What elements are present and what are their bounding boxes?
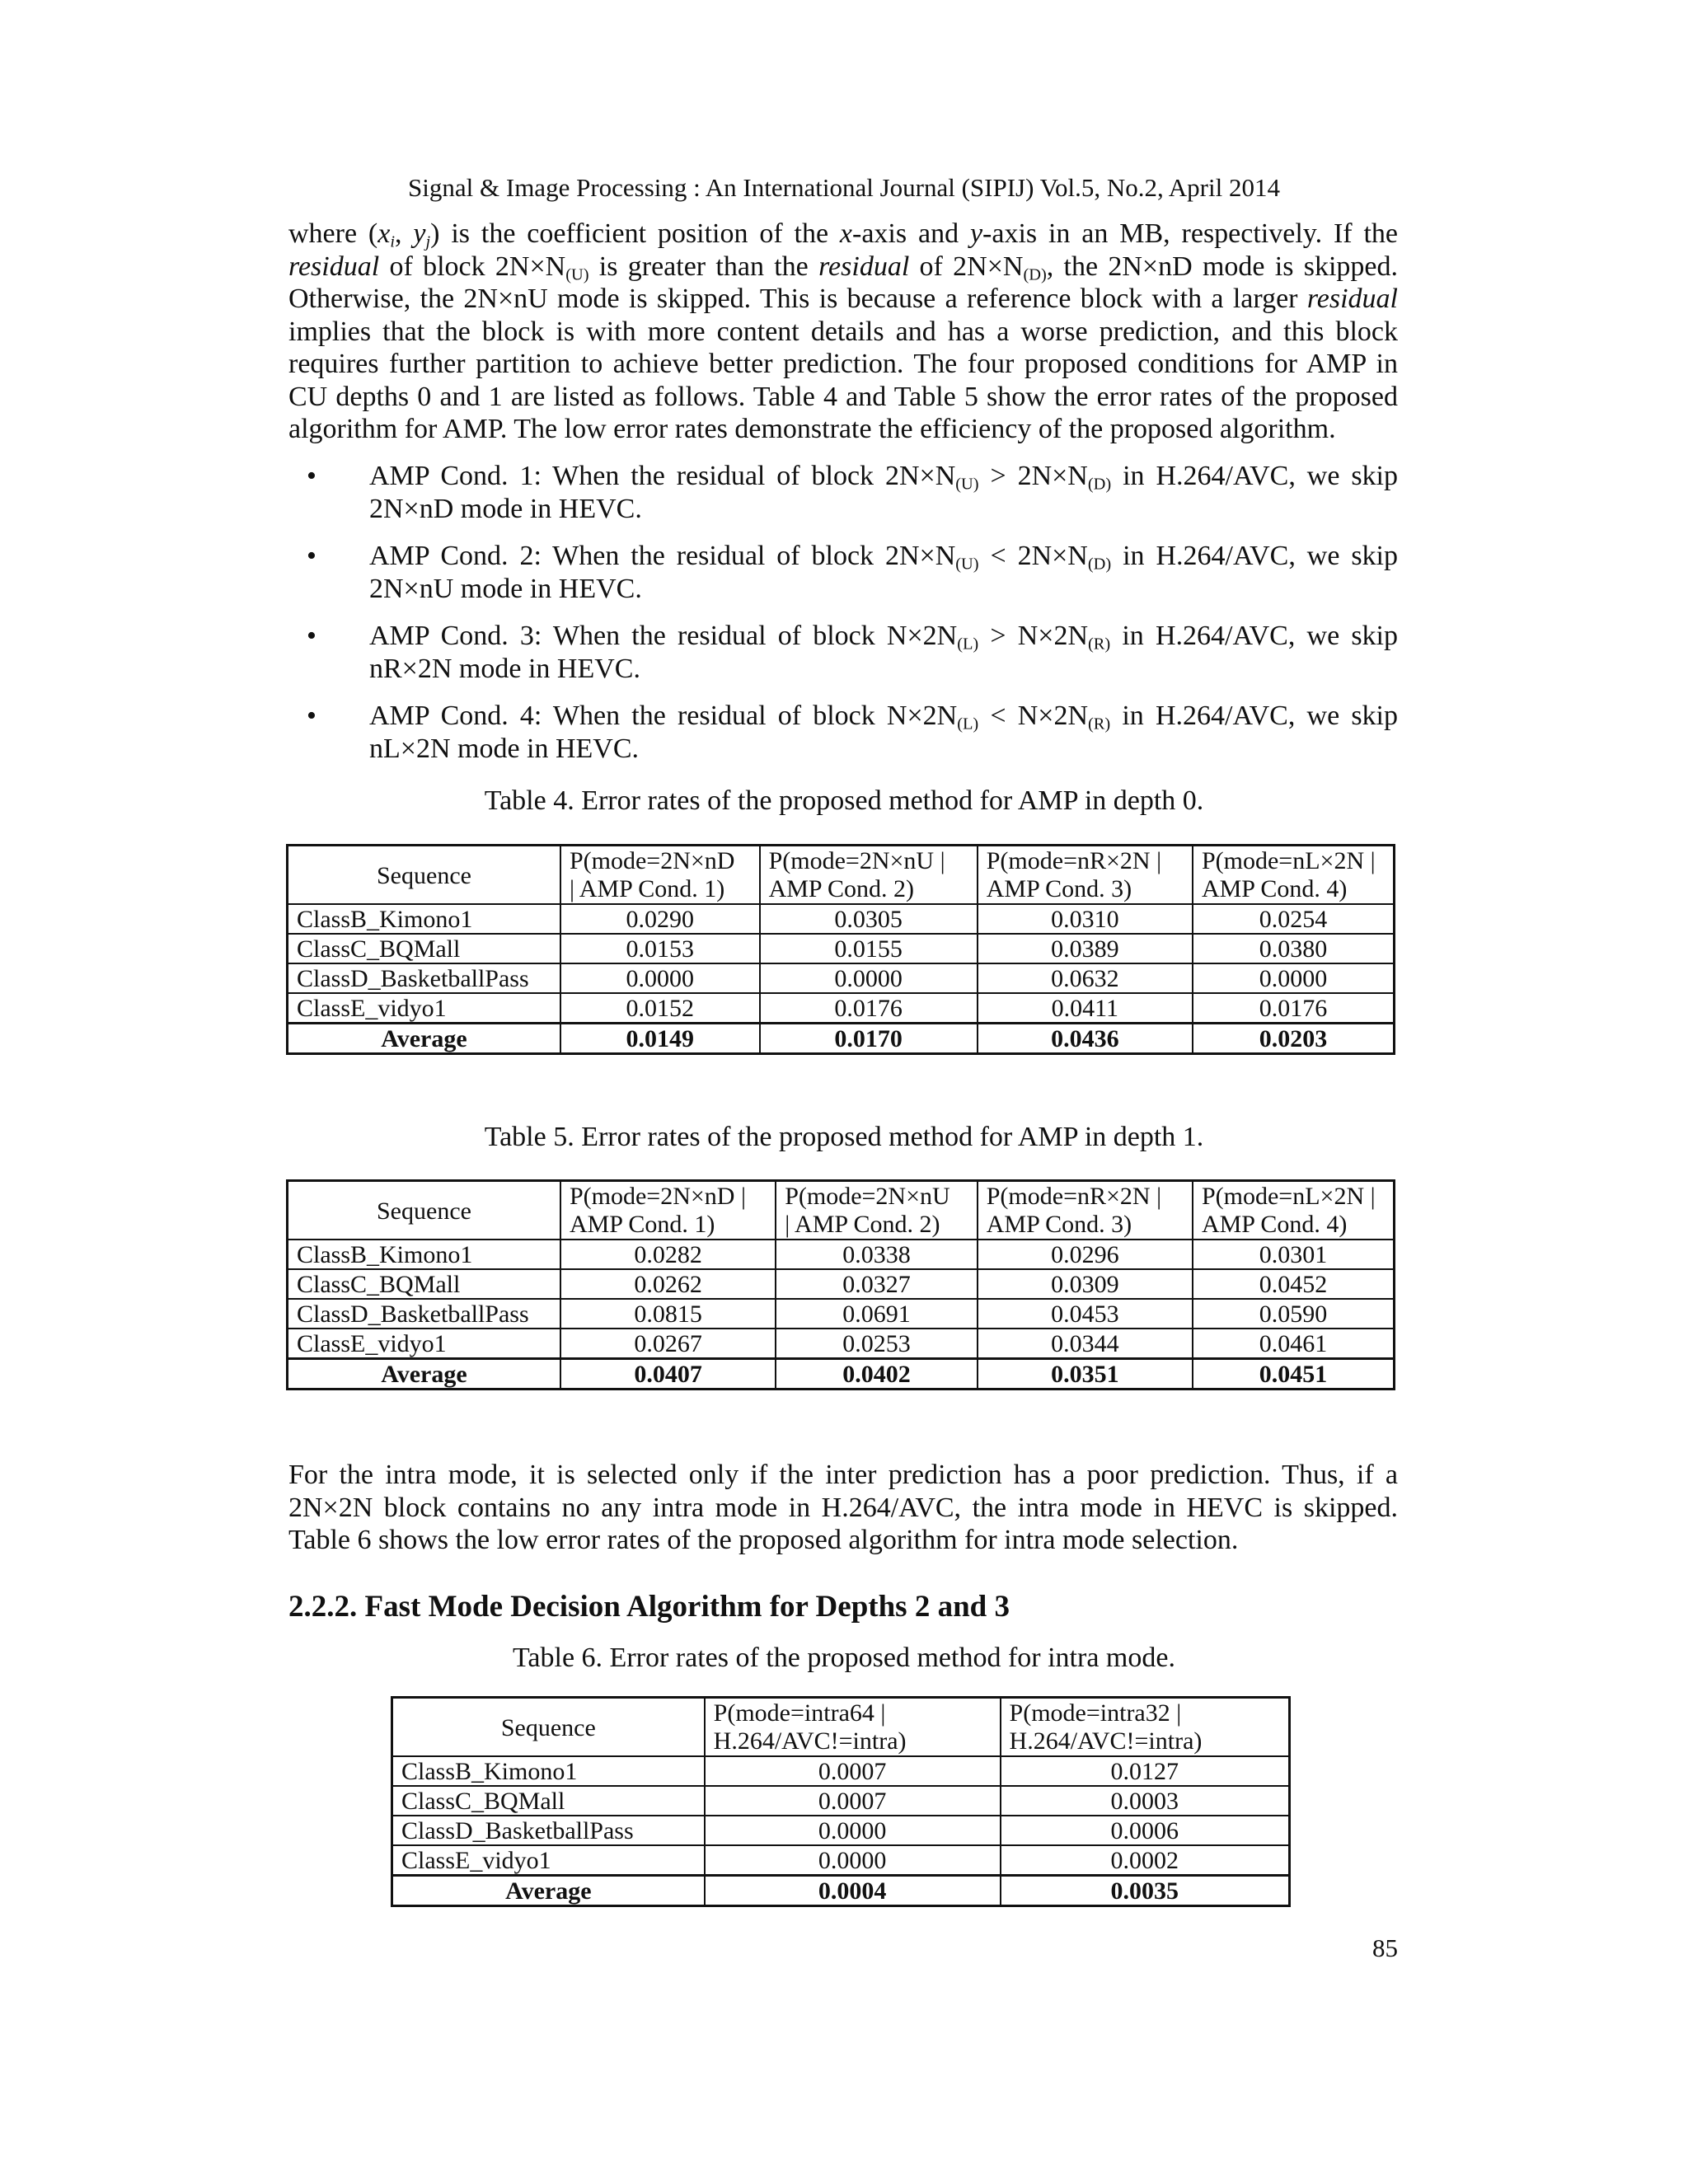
value-cell: 0.0262 — [560, 1269, 776, 1299]
running-header: Signal & Image Processing : An International Journal (SIPIJ) Vol.5, No.2, April 2014 — [408, 173, 1280, 202]
value-cell: 0.0351 — [978, 1359, 1193, 1390]
table-row — [288, 934, 1395, 963]
sequence-cell: ClassB_Kimono1 — [288, 904, 560, 934]
value-cell: 0.0451 — [1193, 1359, 1395, 1390]
value-cell: 0.0461 — [1193, 1329, 1395, 1359]
value-cell: 0.0007 — [705, 1756, 1001, 1786]
value-cell: 0.0310 — [978, 904, 1193, 934]
value-cell: 0.0000 — [705, 1816, 1001, 1845]
sequence-cell: ClassB_Kimono1 — [392, 1756, 705, 1786]
header-cell: Sequence — [288, 846, 560, 905]
header-cell: P(mode=intra64 | H.264/AVC!=intra) — [705, 1698, 1001, 1757]
value-cell: 0.0000 — [705, 1845, 1001, 1876]
value-cell: 0.0003 — [1001, 1786, 1290, 1816]
value-cell: 0.0309 — [978, 1269, 1193, 1299]
value-cell: 0.0691 — [776, 1299, 978, 1329]
table-header-row — [288, 1181, 1395, 1240]
value-cell: 0.0436 — [978, 1024, 1193, 1054]
value-cell: 0.0411 — [978, 993, 1193, 1024]
table-row — [288, 963, 1395, 993]
list-item: • AMP Cond. 4: When the residual of block $N\times 2N_{(L)} < N\times 2N_{(R)}$ in H.264/AVC, we skip nL×2N mode in HEVC. — [307, 701, 1398, 764]
value-cell: 0.0338 — [776, 1240, 978, 1269]
header-cell: P(mode=2N×nD | AMP Cond. 1) — [560, 1181, 776, 1240]
table-row — [288, 1240, 1395, 1269]
section-heading: 2.2.2. Fast Mode Decision Algorithm for Depths 2 and 3 — [288, 1590, 1010, 1624]
value-cell: 0.0254 — [1193, 904, 1395, 934]
header-cell: P(mode=2N×nU | AMP Cond. 2) — [760, 846, 978, 905]
average-label: Average — [288, 1359, 560, 1390]
value-cell: 0.0267 — [560, 1329, 776, 1359]
page-number: 85 — [1372, 1933, 1398, 1962]
table-4 — [286, 844, 1395, 1055]
header-cell: P(mode=nL×2N | AMP Cond. 4) — [1193, 846, 1395, 905]
amp-condition-list — [288, 460, 1398, 780]
header-cell: Sequence — [288, 1181, 560, 1240]
value-cell: 0.0155 — [760, 934, 978, 963]
value-cell: 0.0632 — [978, 963, 1193, 993]
table-4-caption: Table 4. Error rates of the proposed method for AMP in depth 0. — [484, 785, 1204, 816]
value-cell: 0.0004 — [705, 1876, 1001, 1906]
header-cell: P(mode=nR×2N | AMP Cond. 3) — [978, 846, 1193, 905]
value-cell: 0.0452 — [1193, 1269, 1395, 1299]
paragraph-intra-mode: For the intra mode, it is selected only if the inter prediction has a poor prediction. Thus, if a 2N×2N block contains no any intra mode in H.264/AVC, the intra mode in HEVC is skipped. Table 6 shows the low error rates of the proposed algorithm for intra mode selection. — [288, 1460, 1398, 1555]
value-cell: 0.0296 — [978, 1240, 1193, 1269]
header-cell: P(mode=2N×nD | AMP Cond. 1) — [560, 846, 760, 905]
table-6-caption: Table 6. Error rates of the proposed method for intra mode. — [513, 1643, 1175, 1673]
sequence-cell: ClassC_BQMall — [288, 1269, 560, 1299]
table-5-caption: Table 5. Error rates of the proposed method for AMP in depth 1. — [484, 1122, 1204, 1152]
bullet-icon: • — [307, 621, 316, 651]
table-row — [392, 1816, 1290, 1845]
average-row — [288, 1359, 1395, 1390]
value-cell: 0.0176 — [1193, 993, 1395, 1024]
sequence-cell: ClassE_vidyo1 — [288, 1329, 560, 1359]
sequence-cell: ClassD_BasketballPass — [288, 963, 560, 993]
average-row — [392, 1876, 1290, 1906]
table-row — [288, 1329, 1395, 1359]
value-cell: 0.0000 — [760, 963, 978, 993]
value-cell: 0.0002 — [1001, 1845, 1290, 1876]
value-cell: 0.0590 — [1193, 1299, 1395, 1329]
value-cell: 0.0000 — [560, 963, 760, 993]
value-cell: 0.0402 — [776, 1359, 978, 1390]
table-row — [288, 1269, 1395, 1299]
value-cell: 0.0152 — [560, 993, 760, 1024]
value-cell: 0.0389 — [978, 934, 1193, 963]
sequence-cell: ClassD_BasketballPass — [392, 1816, 705, 1845]
sequence-cell: ClassC_BQMall — [288, 934, 560, 963]
bullet-icon: • — [307, 701, 316, 731]
value-cell: 0.0176 — [760, 993, 978, 1024]
table-header-row — [392, 1698, 1290, 1757]
value-cell: 0.0327 — [776, 1269, 978, 1299]
value-cell: 0.0149 — [560, 1024, 760, 1054]
list-item: • AMP Cond. 2: When the residual of block $2N\times N_{(U)} < 2N\times N_{(D)}$ in H.264/AVC, we skip 2N×nU mode in HEVC. — [307, 541, 1398, 604]
sequence-cell: ClassB_Kimono1 — [288, 1240, 560, 1269]
value-cell: 0.0380 — [1193, 934, 1395, 963]
sequence-cell: ClassD_BasketballPass — [288, 1299, 560, 1329]
value-cell: 0.0453 — [978, 1299, 1193, 1329]
bullet-icon: • — [307, 541, 316, 571]
value-cell: 0.0127 — [1001, 1756, 1290, 1786]
value-cell: 0.0203 — [1193, 1024, 1395, 1054]
value-cell: 0.0006 — [1001, 1816, 1290, 1845]
value-cell: 0.0344 — [978, 1329, 1193, 1359]
value-cell: 0.0301 — [1193, 1240, 1395, 1269]
header-cell: P(mode=2N×nU | AMP Cond. 2) — [776, 1181, 978, 1240]
table-header-row — [288, 846, 1395, 905]
table-row — [392, 1845, 1290, 1876]
sequence-cell: ClassE_vidyo1 — [288, 993, 560, 1024]
value-cell: 0.0305 — [760, 904, 978, 934]
table-6 — [391, 1696, 1291, 1907]
table-row — [288, 1299, 1395, 1329]
value-cell: 0.0007 — [705, 1786, 1001, 1816]
bullet-icon: • — [307, 461, 316, 491]
header-cell: Sequence — [392, 1698, 705, 1757]
table-row — [392, 1756, 1290, 1786]
value-cell: 0.0253 — [776, 1329, 978, 1359]
paragraph-amp-intro: where ($x_i$, $y_j$) is the coefficient position of the x-axis and y-axis in an MB, respectively. If the residual of block $2N\times N_{(U)}$ is greater than the residual of $2N\times N_{(D)}$, the 2N×nD mode is skipped. Otherwise, the 2N×nU mode is skipped. This is because a reference block with a larger residual implies that the block is with more content details and has a worse prediction, and this block requires further partition to achieve better prediction. The four proposed conditions for AMP in CU depths 0 and 1 are listed as follows. Table 4 and Table 5 show the error rates of the proposed algorithm for AMP. The low error rates demonstrate the efficiency of the proposed algorithm. — [288, 218, 1399, 444]
value-cell: 0.0170 — [760, 1024, 978, 1054]
sequence-cell: ClassC_BQMall — [392, 1786, 705, 1816]
value-cell: 0.0153 — [560, 934, 760, 963]
average-row — [288, 1024, 1395, 1054]
table-row — [288, 904, 1395, 934]
value-cell: 0.0815 — [560, 1299, 776, 1329]
list-item: • AMP Cond. 3: When the residual of block $N\times 2N_{(L)} > N\times 2N_{(R)}$ in H.264/AVC, we skip nR×2N mode in HEVC. — [307, 621, 1398, 684]
header-cell: P(mode=intra32 | H.264/AVC!=intra) — [1001, 1698, 1290, 1757]
table-5 — [286, 1179, 1395, 1390]
value-cell: 0.0282 — [560, 1240, 776, 1269]
list-item: • AMP Cond. 1: When the residual of block $2N\times N_{(U)} > 2N\times N_{(D)}$ in H.264/AVC, we skip 2N×nD mode in HEVC. — [307, 461, 1398, 524]
table-row — [392, 1786, 1290, 1816]
table-row — [288, 993, 1395, 1024]
sequence-cell: ClassE_vidyo1 — [392, 1845, 705, 1876]
header-cell: P(mode=nL×2N | AMP Cond. 4) — [1193, 1181, 1395, 1240]
value-cell: 0.0035 — [1001, 1876, 1290, 1906]
header-cell: P(mode=nR×2N | AMP Cond. 3) — [978, 1181, 1193, 1240]
average-label: Average — [288, 1024, 560, 1054]
value-cell: 0.0407 — [560, 1359, 776, 1390]
value-cell: 0.0000 — [1193, 963, 1395, 993]
value-cell: 0.0290 — [560, 904, 760, 934]
average-label: Average — [392, 1876, 705, 1906]
